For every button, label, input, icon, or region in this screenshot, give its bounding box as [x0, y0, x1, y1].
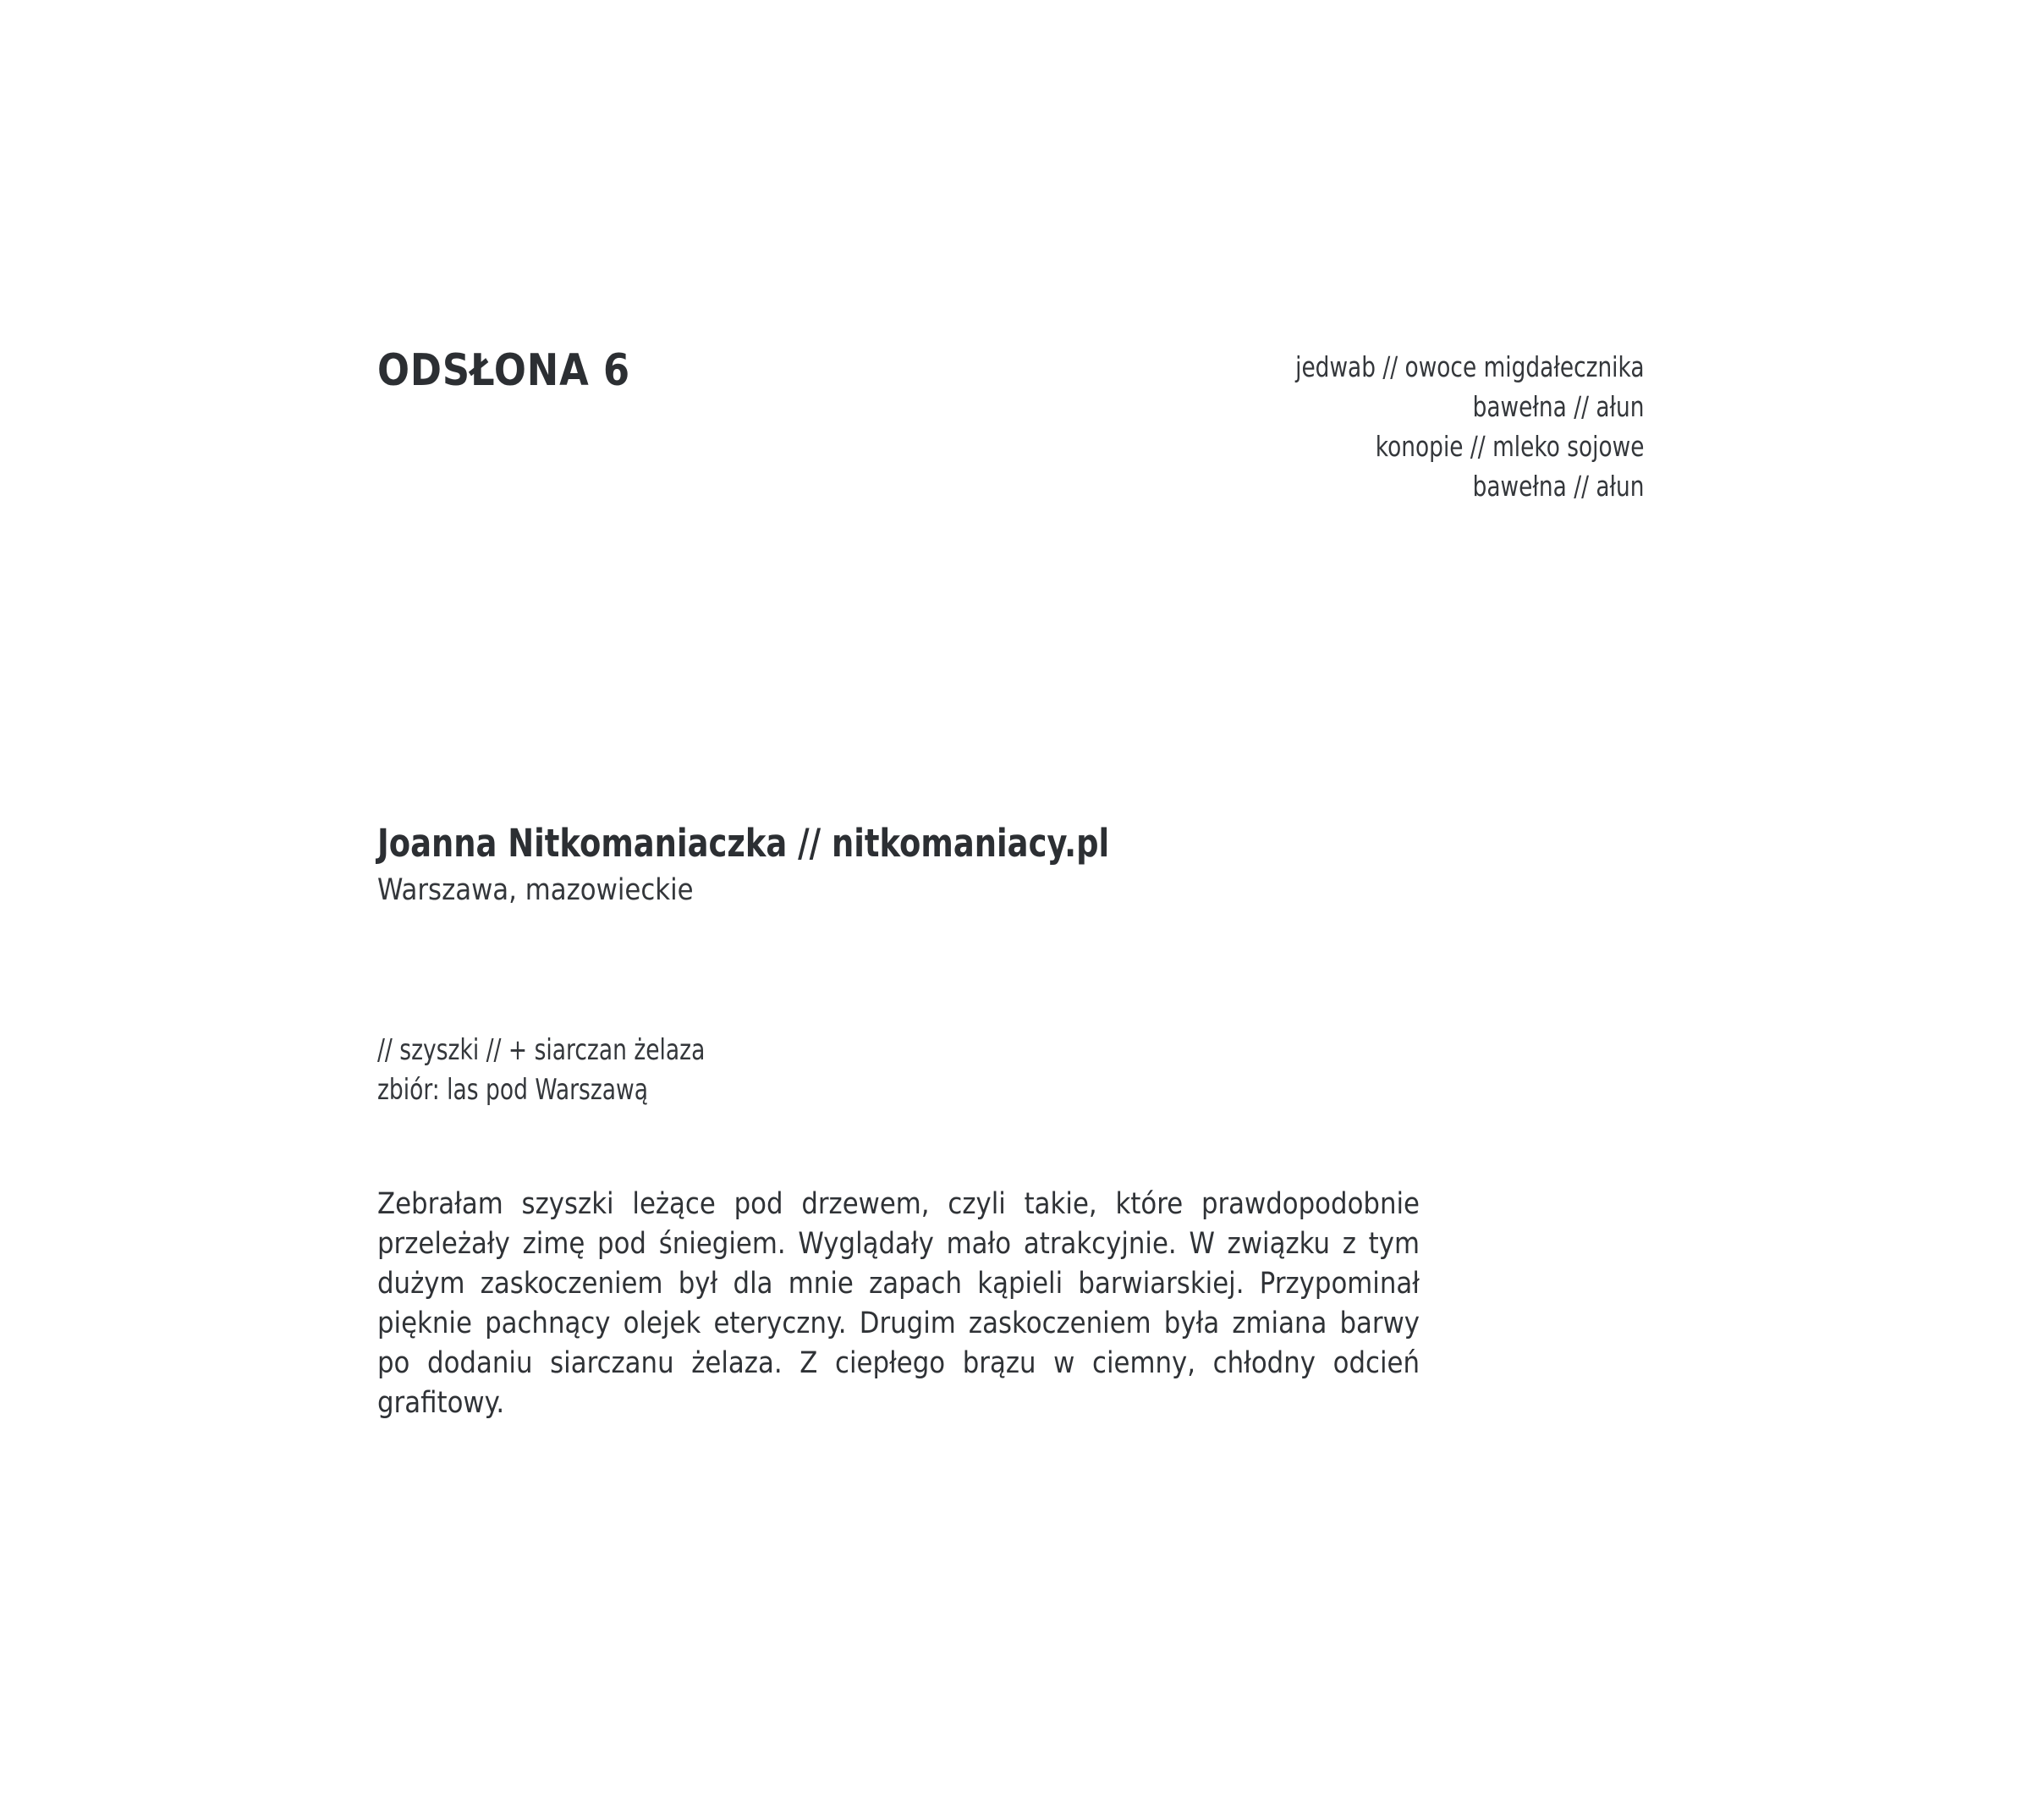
materials-item: jedwab // owoce migdałecznika — [1295, 350, 1645, 383]
dye-info — [377, 1031, 705, 1110]
description-paragraph: Zebrałam szyszki leżące pod drzewem, czyli takie, które prawdopodobnie przeleżały zimę pod śniegiem. Wyglądały mało atrakcyjnie. W związku z tym dużym zaskoczeniem był dla mnie zapach kąpieli barwiarskiej. Przypominał pięknie pachnący olejek eteryczny. Drugim zaskoczeniem była zmiana barwy po dodaniu siarczanu żelaza. Z ciepłego brązu w ciemny, chłodny odcień grafitowy. — [377, 1187, 1420, 1420]
materials-list — [1296, 347, 1645, 506]
author-name: Joanna Nitkomaniaczka // nitkomaniacy.pl — [377, 821, 1110, 866]
materials-item: konopie // mleko sojowe — [1376, 430, 1645, 463]
author-location: Warszawa, mazowieckie — [377, 873, 694, 907]
materials-item: bawełna // ałun — [1473, 390, 1645, 423]
dye-ingredients: // szyszki // + siarczan żelaza — [377, 1033, 706, 1067]
dye-harvest-place: zbiór: las pod Warszawą — [377, 1073, 648, 1107]
page-title: ODSŁONA 6 — [377, 345, 630, 396]
materials-item: bawełna // ałun — [1473, 470, 1645, 503]
